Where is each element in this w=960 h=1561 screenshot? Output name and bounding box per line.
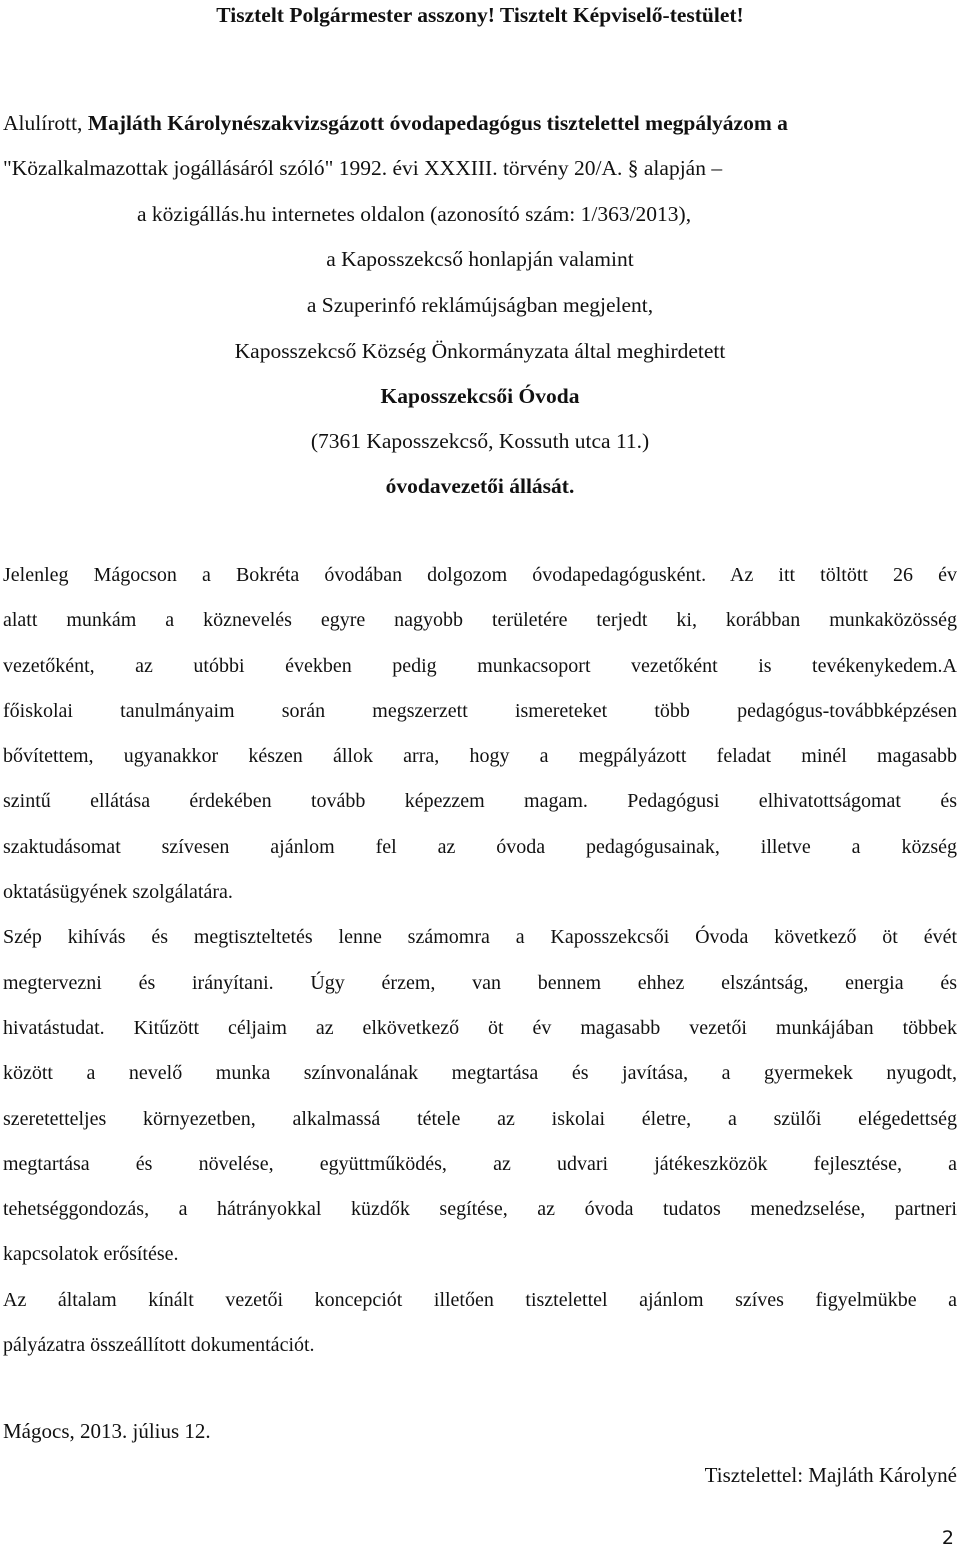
paragraph-experience [3, 553, 957, 915]
text-line: szaktudásomat szívesen ajánlom fel az óvoda pedagógusainak, illetve a község [3, 835, 957, 858]
institution-name: Kaposszekcsői Óvoda [380, 384, 580, 408]
text-line: főiskolai tanulmányaim során megszerzett ismereteket több pedagógus-továbbképzésen [3, 699, 957, 722]
text-line: Jelenleg Mágocson a Bokréta óvodában dolgozom óvodapedagógusként. Az itt töltött 26 év [3, 564, 957, 586]
text-line: kapcsolatok erősítése. [3, 1243, 179, 1266]
applicant-statement: Majláth Károlynészakvizsgázott óvodapedagógus tisztelettel megpályázom a [87, 111, 788, 135]
text-line: vezetőként, az utóbbi években pedig munkacsoport vezetőként is tevékenykedem.A [3, 654, 957, 677]
intro-line-4: a Kaposszekcső honlapján valamint [326, 247, 634, 271]
text-line: szintű ellátása érdekében tovább képezzem magam. Pedagógusi elhivatottságomat és [3, 790, 957, 813]
text-line: Szép kihívás és megtiszteltetés lenne számomra a Kaposszekcsői Óvoda következő öt évét [3, 926, 957, 949]
page-number: 2 [941, 1527, 954, 1549]
intro-prefix: Alulírott, [3, 111, 88, 135]
paragraph-goals [3, 915, 957, 1277]
text-line: hivatástudat. Kitűzött céljaim az elkövetkező öt év magasabb vezetői munkájában többek [3, 1016, 957, 1039]
institution-address: (7361 Kaposszekcső, Kossuth utca 11.) [310, 429, 650, 453]
intro-line-3 [137, 201, 957, 228]
letter-salutation: Tisztelt Polgármester asszony! Tisztelt Képviselő-testület! [216, 3, 744, 27]
text-line: oktatásügyének szolgálatára. [3, 881, 233, 904]
law-reference: "Közalkalmazottak jogállásáról szóló" 1992. évi XXXIII. törvény 20/A. § alapján – [3, 156, 723, 180]
intro-line-5: a Szuperinfó reklámújságban megjelent, [306, 293, 654, 317]
position-title: óvodavezetői állását. [385, 474, 575, 498]
intro-line-6: Kaposszekcső Község Önkormányzata által meghirdetett [234, 339, 726, 363]
paragraph-closing [3, 1278, 957, 1369]
letter-date: Mágocs, 2013. július 12. [3, 1419, 211, 1443]
text-line: alatt munkám a köznevelés egyre nagyobb területére terjedt ki, korábban munkaközösség [3, 609, 957, 632]
text-line: pályázatra összeállított dokumentációt. [3, 1334, 315, 1357]
text-line: tehetséggondozás, a hátrányokkal küzdők segítése, az óvoda tudatos menedzselése, partneri [3, 1198, 957, 1221]
text-line: megtervezni és irányítani. Úgy érzem, van bennem ehhez elszántság, energia és [3, 971, 957, 994]
text-line: Az általam kínált vezetői koncepciót illetően tisztelettel ajánlom szíves figyelmükbe a [3, 1288, 957, 1311]
intro-line-1 [3, 110, 957, 137]
posting-source: a közigállás.hu internetes oldalon (azonosító szám: 1/363/2013), [137, 202, 692, 226]
letter-signature: Tisztelettel: Majláth Károlyné [704, 1463, 957, 1487]
text-line: között a nevelő munka színvonalának megtartása és javítása, a gyermekek nyugodt, [3, 1062, 957, 1085]
letter-body [3, 553, 957, 1368]
text-line: szeretetteljes környezetben, alkalmassá tétele az iskolai életre, a szülői elégedettség [3, 1107, 957, 1130]
text-line: megtartása és növelése, együttműködés, az udvari játékeszközök fejlesztése, a [3, 1152, 957, 1175]
text-line: bővítettem, ugyanakkor készen állok arra, hogy a megpályázott feladat minél magasabb [3, 745, 957, 768]
intro-line-2 [3, 155, 957, 182]
